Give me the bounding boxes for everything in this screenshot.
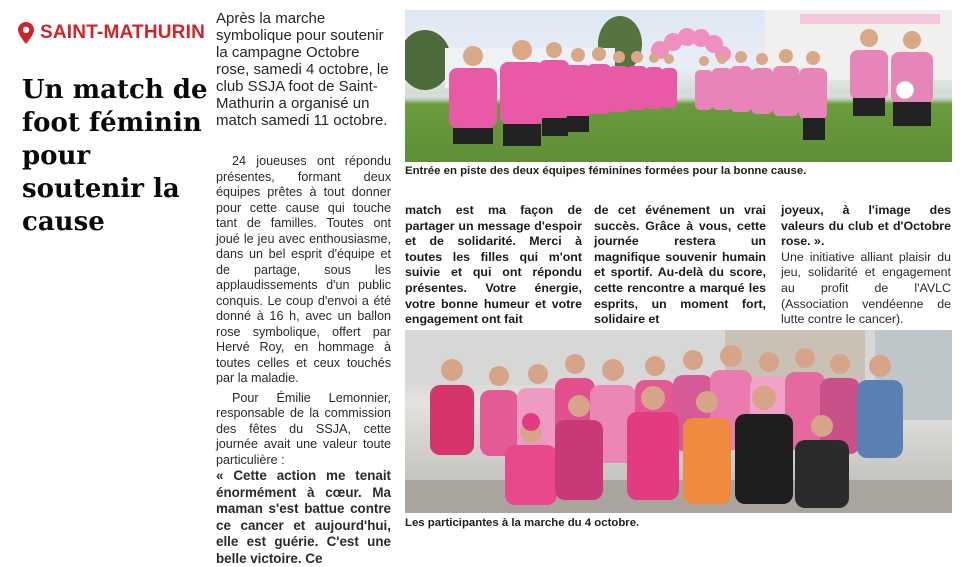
article-column-3 (594, 203, 766, 328)
paragraph-emilie: Pour Émilie Lemonnier, responsable de la commission des fêtes du SSJA, cette journée avait une valeur toute particulière : (216, 390, 391, 467)
photo-teams-entrance (405, 10, 952, 162)
article-lead (216, 10, 396, 129)
team-photo-illustration (405, 10, 952, 162)
quote-continued-1: match est ma façon de partager un message d'espoir et de solidarité. Merci à toutes les filles qui m'ont suivie et qui ont répondu présentes. Votre énergie, votre bonne humeur et votre engagement ont fait (405, 203, 582, 327)
caption-walk: Les participantes à la marche du 4 octobre. (405, 517, 640, 529)
photo-walk-participants (405, 330, 952, 513)
paragraph-players: 24 joueuses ont répondu présentes, formant deux équipes prêtes à tout donner pour cette cause qui touche tant de familles. Toutes ont joué le jeu avec enthousiasme, dans un bel esprit d'équipe et de partage, sous les applaudissements d'un public conquis. Le coup d'envoi a été donné à 16 h, avec un ballon rose symbolique, offert par Hervé Roy, en hommage à toutes celles et ceux touchés par la maladie. (216, 154, 391, 385)
paragraph-initiative: Une initiative alliant plaisir du jeu, solidarité et engagement au profit de l'AVLC (Association vendéenne de lutte contre le cancer). (781, 249, 951, 327)
group-photo-illustration (405, 330, 952, 513)
caption-teams: Entrée en piste des deux équipes féminines formées pour la bonne cause. (405, 165, 807, 177)
quote-end: joyeux, à l'image des valeurs du club et d'Octobre rose. ». (781, 203, 951, 249)
lead-text: Après la marche symbolique pour soutenir la campagne Octobre rose, samedi 4 octobre, le club SSJA foot de Saint-Mathurin a organisé un match samedi 11 octobre. (216, 10, 389, 129)
town-name: SAINT-MATHURIN (40, 22, 205, 43)
article-column-2 (405, 203, 582, 328)
location-pin-icon (18, 22, 34, 44)
article-column-4 (781, 203, 951, 328)
location-tag (18, 22, 205, 44)
article-headline: Un match de foot féminin pour soutenir la cause (22, 75, 208, 237)
quote-start: « Cette action me tenait énormément à cœur. Ma maman s'est battue contre ce cancer et aujourd'hui, elle est guérie. C'est une belle victoire. Ce (216, 468, 391, 566)
quote-continued-2: de cet événement un vrai succès. Grâce à vous, cette journée restera un magnifique souvenir humain et sportif. Au-delà du score, cette rencontre a marqué les esprits, un moment fort, solidaire et (594, 203, 766, 327)
article-column-1 (216, 154, 391, 567)
